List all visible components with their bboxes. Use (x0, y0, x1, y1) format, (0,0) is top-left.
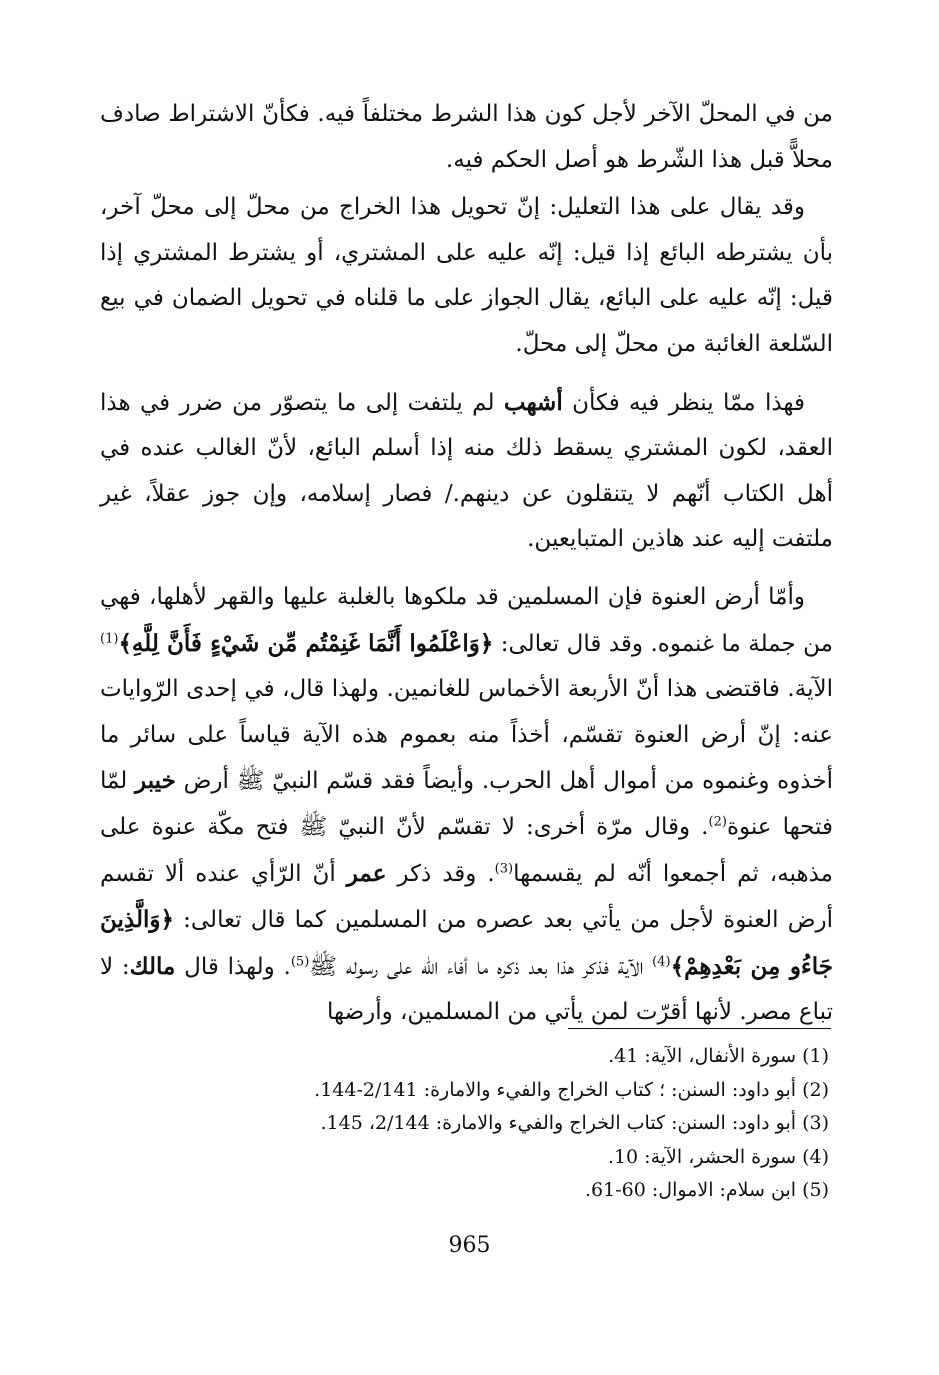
text-run: الآية. فاقتضى هذا أنّ الأربعة الأخماس للغانمين. ولهذا قال، في إحدى الرّوايات عنه: إنّ أرض العنوة تقسّم، أخذاً منه بعموم هذه الآية قياساً على سائر ما أخذوه وغنموه من أموال أهل الحرب. وأيضاً فقد قسّم النبيّ ﷺ أرض (100, 676, 833, 795)
footnote-text: سورة الحشر، الآية: 10. (607, 1145, 797, 1168)
paragraph-4 (100, 575, 833, 1036)
footnote-number: (5) (802, 1179, 829, 1201)
emphasized-name: خيبر (135, 767, 176, 795)
footnote-3 (109, 1107, 829, 1141)
text-run: أنّ الرّأي عنده ألا تقسم أرض العنوة لأجل من يأتي بعد عصره من المسلمين كما قال تعالى: (100, 860, 833, 934)
text-run: من في المحلّ الآخر لأجل كون هذا الشرط مختلفاً فيه. فكأنّ الاشتراط صادف محلاًّ قبل هذا الشّرط هو أصل الحكم فيه. (100, 101, 833, 173)
text-run: . ولهذا قال (175, 953, 291, 980)
footnotes (109, 1040, 829, 1208)
footnote-4 (109, 1141, 829, 1175)
page-number: 965 (448, 1233, 491, 1258)
text-run: الآية فذكر هذا بعد ذكره ما أفاء الله على رسوله ﷺ (309, 953, 653, 980)
footnote-reference: (5) (290, 954, 310, 970)
emphasized-name: عمر (346, 859, 387, 887)
footnote-text: سورة الأنفال، الآية: 41. (608, 1045, 797, 1067)
paragraph-3 (100, 380, 833, 563)
emphasized-name: مالك (129, 952, 176, 980)
footnote-1 (109, 1040, 829, 1074)
footnote-2 (109, 1074, 829, 1108)
quran-verse: ﴿وَاعْلَمُوا أَنَّمَا غَنِمْتُم مِّن شَيْءٍ فَأَنَّ لِلَّهِ﴾ (118, 629, 494, 657)
quran-verse: ﴿وَالَّذِينَ جَاءُو مِن بَعْدِهِمْ﴾ (100, 906, 833, 980)
text-run: لمّا فتحها عنوة (100, 768, 833, 840)
footnote-number: (1) (802, 1045, 829, 1067)
footnote-text: ابن سلام: الاموال: 60-61. (585, 1179, 797, 1201)
text-run: فهذا ممّا ينظر فيه فكأن (562, 389, 806, 416)
footnote-number: (3) (802, 1112, 829, 1134)
footnote-reference: (4) (652, 954, 671, 970)
text-run: . وقال مرّة أخرى: لا تقسّم لأنّ النبيّ ﷺ فتح مكّة عنوة على مذهبه، ثم أجمعوا أنّه لم يقسمها (100, 813, 833, 887)
footnote-text: أبو داود: السنن: ؛ كتاب الخراج والفيء والامارة: 2/141-144. (314, 1078, 797, 1101)
text-run: . وقد ذكر (386, 860, 495, 887)
footnote-reference: (1) (100, 630, 119, 646)
paragraph-2 (100, 185, 833, 367)
footnote-separator (568, 1028, 831, 1029)
footnote-reference: (3) (494, 860, 514, 876)
text-run: لم يلتفت إلى ما يتصوّر من ضرر في هذا العقد، لكون المشتري يسقط ذلك منه إذا أسلم البائع، لأنّ الغالب عنده في أهل الكتاب أنّهم لا يتنقلون عن دينهم./ فصار إسلامه، وإن جوز عقلاً، غير ملتفت إليه عند هاذين المتبايعين. (100, 389, 833, 553)
footnote-number: (2) (802, 1078, 829, 1101)
footnote-reference: (2) (708, 814, 727, 830)
footnote-number: (4) (802, 1145, 829, 1168)
footnote-5 (109, 1174, 829, 1208)
page-body (100, 92, 833, 1036)
text-run: وأمّا أرض العنوة فإن المسلمين قد ملكوها بالغلبة عليها والقهر لأهلها، فهي من جملة ما غنموه. وقد قال تعالى: (100, 583, 833, 657)
footnote-text: أبو داود: السنن: كتاب الخراج والفيء والامارة: 2/144، 145. (320, 1112, 797, 1134)
text-run: وقد يقال على هذا التعليل: إنّ تحويل هذا الخراج من محلّ إلى محلّ آخر، بأن يشترطه البائع إذا قيل: إنّه عليه على المشتري، أو يشترط المشتري إذا قيل: إنّه عليه على البائع، يقال الجواز على ما قلناه في تحويل الضمان في بيع السّلعة الغائبة من محلّ إلى محلّ. (100, 194, 833, 357)
text-run: : لا تباع مصر. لأنها أقرّت لمن يأتي من المسلمين، وأرضها (100, 953, 833, 1026)
paragraph-1 (100, 92, 833, 183)
emphasized-name: أشهب (503, 388, 563, 416)
